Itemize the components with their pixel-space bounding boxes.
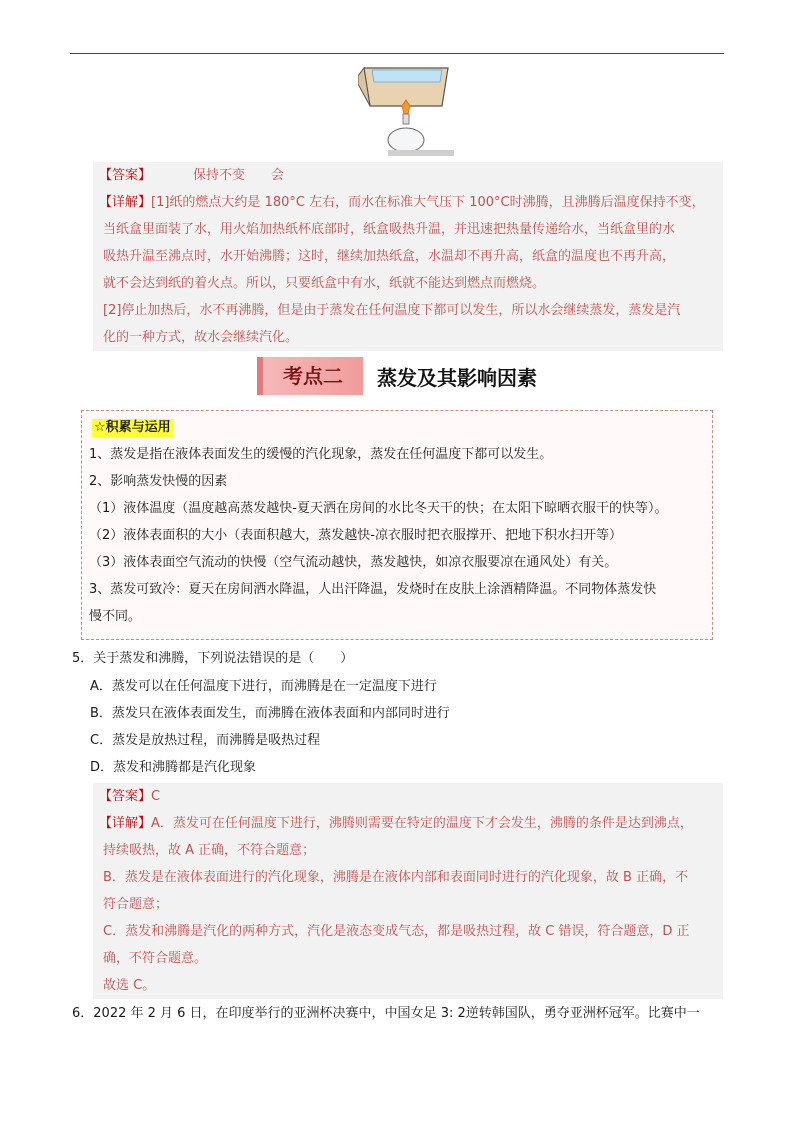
- q4-detail-line: 当纸盒里面装了水，用火焰加热纸杯底部时，纸盒吸热升温，并迅速把热量传递给水，当纸盒里的水: [103, 222, 676, 237]
- q5-detail-line: 【详解】A．蒸发可在任何温度下进行，沸腾则需要在特定的温度下才会发生，沸腾的条件是达到沸点，: [99, 816, 693, 831]
- question-5-option-c: C．蒸发是放热过程，而沸腾是吸热过程: [90, 733, 321, 748]
- section-badge: 考点二: [257, 357, 363, 395]
- q5-detail-line: C．蒸发和沸腾是汽化的两种方式，汽化是液态变成气态，都是吸热过程，故 C 错误，符合题意，D 正: [103, 924, 690, 939]
- star-icon: ☆: [94, 420, 106, 435]
- q4-detail-line: [2]停止加热后，水不再沸腾，但是由于蒸发在任何温度下都可以发生，所以水会继续蒸发，蒸发是汽: [103, 303, 681, 318]
- knowledge-line: 2、影响蒸发快慢的因素: [89, 474, 228, 489]
- answer-value-2: 会: [271, 168, 285, 183]
- q5-detail-line: 符合题意；: [103, 897, 169, 912]
- q5-detail-line: B．蒸发是在液体表面进行的汽化现象，沸腾是在液体内部和表面同时进行的汽化现象，故 B 正确，不: [103, 870, 689, 885]
- answer-value: C: [151, 789, 161, 804]
- q4-answer-block: [93, 162, 723, 351]
- q5-detail-line: 故选 C。: [103, 978, 156, 993]
- question-5-option-d: D．蒸发和沸腾都是汽化现象: [90, 760, 257, 775]
- knowledge-lines: [89, 441, 667, 630]
- question-6-stem: 6．2022 年 2 月 6 日，在印度举行的亚洲杯决赛中，中国女足 3: 2逆转韩国队，勇夺亚洲杯冠军。比赛中一: [72, 1006, 700, 1021]
- q5-detail-line: 确，不符合题意。: [103, 951, 208, 966]
- knowledge-title: ☆积累与运用: [94, 420, 171, 435]
- q4-detail-line: 吸热升温至沸点时，水开始沸腾；这时，继续加热纸盒，水温却不再升高，纸盒的温度也不再升高，: [103, 249, 676, 264]
- detail-tag: 【详解】: [99, 816, 152, 831]
- answer-tag: 【答案】: [99, 789, 152, 804]
- detail-tag: 【详解】: [99, 195, 152, 210]
- knowledge-line: （2）液体表面积的大小（表面积越大，蒸发越快-凉衣服时把衣服撑开、把地下积水扫开等）: [89, 528, 622, 543]
- q4-detail-line: 【详解】[1]纸的燃点大约是 180°C 左右，而水在标准大气压下 100°C时沸腾，且沸腾后温度保持不变，: [99, 195, 705, 210]
- q5-answer-line: [93, 783, 723, 810]
- question-5-option-a: A．蒸发可以在任何温度下进行，而沸腾是在一定温度下进行: [90, 679, 437, 694]
- answer-tag: 【答案】: [99, 168, 152, 183]
- q4-detail-line: 就不会达到纸的着火点。所以，只要纸盒中有水，纸就不能达到燃点而燃烧。: [103, 276, 546, 291]
- answer-value-1: 保持不变: [193, 168, 246, 183]
- knowledge-box: [81, 410, 713, 640]
- paper-box-boiling-illustration: [358, 56, 454, 156]
- knowledge-line: 3、蒸发可致冷：夏天在房间洒水降温，人出汗降温，发烧时在皮肤上涂酒精降温。不同物体蒸发快: [89, 582, 657, 597]
- knowledge-line: （3）液体表面空气流动的快慢（空气流动越快，蒸发越快，如凉衣服要凉在通风处）有关。: [89, 555, 618, 570]
- question-5-stem: 5．关于蒸发和沸腾，下列说法错误的是（ ）: [72, 651, 354, 666]
- knowledge-line: 慢不同。: [89, 609, 142, 624]
- header-rule: [70, 53, 724, 54]
- q4-answer-line: [93, 162, 723, 189]
- section-heading: [257, 357, 537, 395]
- q4-detail-line: 化的一种方式，故水会继续汽化。: [103, 330, 299, 345]
- q5-answer-block: [93, 783, 723, 999]
- knowledge-line: （1）液体温度（温度越高蒸发越快-夏天洒在房间的水比冬天干的快；在太阳下晾晒衣服干的快等）。: [89, 501, 668, 516]
- q5-detail-line: 持续吸热，故 A 正确，不符合题意；: [103, 843, 316, 858]
- section-title: 蒸发及其影响因素: [377, 365, 537, 390]
- knowledge-line: 1、蒸发是指在液体表面发生的缓慢的汽化现象，蒸发在任何温度下都可以发生。: [89, 447, 553, 462]
- question-5-option-b: B．蒸发只在液体表面发生，而沸腾在液体表面和内部同时进行: [90, 706, 450, 721]
